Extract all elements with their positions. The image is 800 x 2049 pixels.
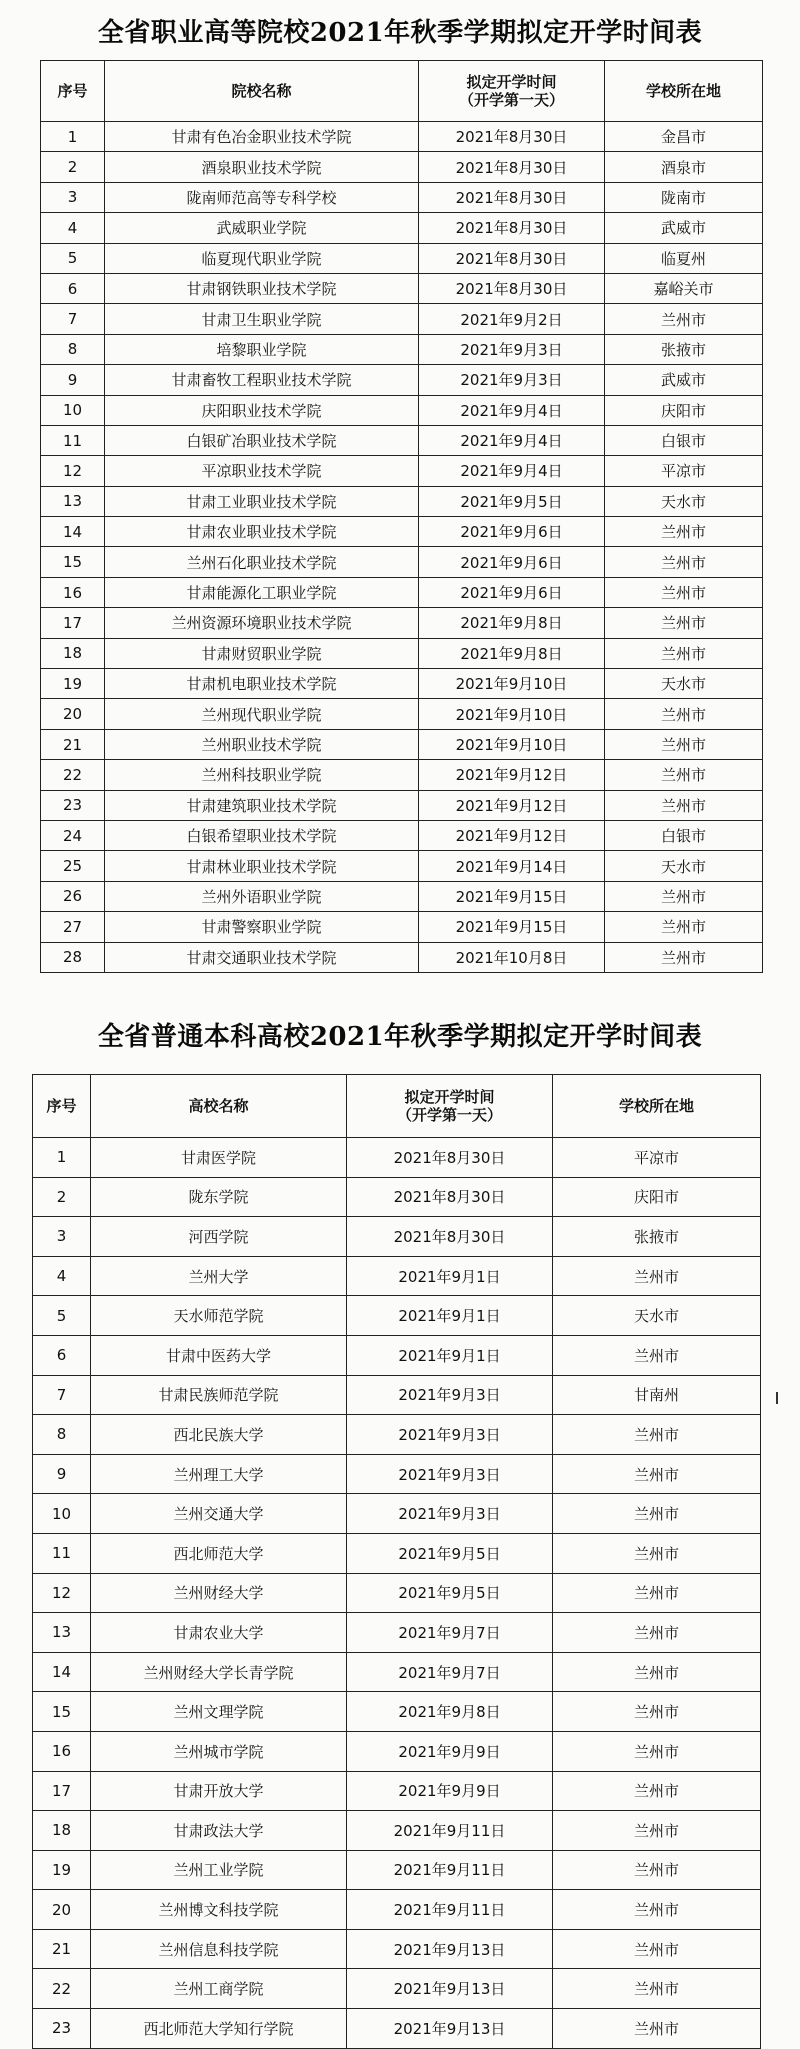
cell-school-name: 兰州交通大学: [91, 1494, 347, 1534]
cell-city: 兰州市: [553, 1494, 761, 1534]
cell-no: 19: [33, 1850, 91, 1890]
table-row: [33, 1256, 761, 1296]
cell-city: 兰州市: [605, 760, 763, 790]
table-header-row: [33, 1075, 761, 1138]
header-no: 序号: [41, 61, 105, 122]
table-row: [41, 699, 763, 729]
table-row: [33, 1217, 761, 1257]
table-row: [41, 577, 763, 607]
cell-no: 15: [41, 547, 105, 577]
cell-start-date: 2021年8月30日: [347, 1217, 553, 1257]
cell-city: 天水市: [553, 1296, 761, 1336]
cell-school-name: 甘肃政法大学: [91, 1811, 347, 1851]
cell-city: 天水市: [605, 486, 763, 516]
header-date: [419, 61, 605, 122]
cell-start-date: 2021年9月1日: [347, 1256, 553, 1296]
cell-start-date: 2021年9月13日: [347, 1929, 553, 1969]
cell-city: 兰州市: [553, 1573, 761, 1613]
table-row: [33, 1296, 761, 1336]
cell-no: 8: [41, 334, 105, 364]
cell-no: 7: [41, 304, 105, 334]
cell-no: 16: [41, 577, 105, 607]
cell-no: 13: [41, 486, 105, 516]
cell-start-date: 2021年9月7日: [347, 1613, 553, 1653]
cell-city: 庆阳市: [553, 1177, 761, 1217]
cell-city: 兰州市: [553, 1890, 761, 1930]
table-row: [33, 1613, 761, 1653]
cell-city: 张掖市: [605, 334, 763, 364]
cell-no: 10: [41, 395, 105, 425]
cell-no: 26: [41, 881, 105, 911]
cell-city: 武威市: [605, 365, 763, 395]
cell-no: 23: [41, 790, 105, 820]
header-name: 院校名称: [105, 61, 419, 122]
cell-school-name: 甘肃民族师范学院: [91, 1375, 347, 1415]
cell-city: 酒泉市: [605, 152, 763, 182]
cell-no: 11: [33, 1533, 91, 1573]
cell-no: 17: [33, 1771, 91, 1811]
cell-no: 2: [41, 152, 105, 182]
table-row: [41, 243, 763, 273]
header-date-line2: （开学第一天）: [396, 1106, 502, 1124]
cell-city: 陇南市: [605, 182, 763, 212]
cell-start-date: 2021年9月3日: [347, 1415, 553, 1455]
cell-no: 2: [33, 1177, 91, 1217]
vocational-table-body: [41, 122, 763, 973]
cell-city: 金昌市: [605, 122, 763, 152]
cell-city: 嘉峪关市: [605, 273, 763, 303]
cell-city: 庆阳市: [605, 395, 763, 425]
table-row: [33, 1494, 761, 1534]
cell-start-date: 2021年9月13日: [347, 2009, 553, 2049]
table-row: [41, 638, 763, 668]
cell-city: 兰州市: [605, 638, 763, 668]
cell-city: 兰州市: [553, 1533, 761, 1573]
cell-start-date: 2021年9月13日: [347, 1969, 553, 2009]
cell-school-name: 兰州信息科技学院: [91, 1929, 347, 1969]
cell-school-name: 西北民族大学: [91, 1415, 347, 1455]
cell-no: 19: [41, 669, 105, 699]
table-row: [41, 942, 763, 972]
cell-start-date: 2021年9月9日: [347, 1731, 553, 1771]
cell-school-name: 培黎职业学院: [105, 334, 419, 364]
cell-school-name: 兰州外语职业学院: [105, 881, 419, 911]
table-row: [41, 395, 763, 425]
header-date-line1: 拟定开学时间: [404, 1088, 495, 1106]
cell-start-date: 2021年9月6日: [419, 517, 605, 547]
cell-school-name: 甘肃林业职业技术学院: [105, 851, 419, 881]
table-row: [41, 152, 763, 182]
cell-city: 兰州市: [553, 1415, 761, 1455]
table-row: [41, 881, 763, 911]
cell-no: 4: [41, 213, 105, 243]
cell-start-date: 2021年9月7日: [347, 1652, 553, 1692]
cell-school-name: 天水师范学院: [91, 1296, 347, 1336]
cell-city: 兰州市: [605, 881, 763, 911]
table-row: [33, 1771, 761, 1811]
cell-start-date: 2021年8月30日: [419, 182, 605, 212]
cell-school-name: 甘肃畜牧工程职业技术学院: [105, 365, 419, 395]
cell-school-name: 平凉职业技术学院: [105, 456, 419, 486]
cell-school-name: 河西学院: [91, 1217, 347, 1257]
header-name: 高校名称: [91, 1075, 347, 1138]
cell-school-name: 兰州工业学院: [91, 1850, 347, 1890]
table-row: [33, 1335, 761, 1375]
cell-city: 兰州市: [553, 1929, 761, 1969]
cell-school-name: 西北师范大学: [91, 1533, 347, 1573]
header-date-line1: 拟定开学时间: [466, 73, 557, 91]
cell-no: 17: [41, 608, 105, 638]
table-row: [33, 1454, 761, 1494]
undergraduate-schedule-table: [32, 1074, 761, 2049]
cell-city: 白银市: [605, 820, 763, 850]
cell-school-name: 甘肃有色冶金职业技术学院: [105, 122, 419, 152]
cell-city: 兰州市: [553, 1335, 761, 1375]
scan-artifact-mark: [776, 1392, 778, 1404]
cell-no: 14: [41, 517, 105, 547]
cell-city: 甘南州: [553, 1375, 761, 1415]
cell-start-date: 2021年8月30日: [419, 152, 605, 182]
cell-start-date: 2021年9月8日: [419, 638, 605, 668]
cell-city: 兰州市: [605, 699, 763, 729]
cell-start-date: 2021年9月4日: [419, 425, 605, 455]
cell-no: 6: [41, 273, 105, 303]
cell-start-date: 2021年9月10日: [419, 699, 605, 729]
cell-school-name: 甘肃农业大学: [91, 1613, 347, 1653]
cell-city: 兰州市: [605, 517, 763, 547]
cell-no: 4: [33, 1256, 91, 1296]
cell-school-name: 甘肃农业职业技术学院: [105, 517, 419, 547]
header-city: 学校所在地: [605, 61, 763, 122]
cell-school-name: 兰州理工大学: [91, 1454, 347, 1494]
cell-start-date: 2021年8月30日: [419, 122, 605, 152]
cell-start-date: 2021年9月8日: [347, 1692, 553, 1732]
cell-start-date: 2021年9月3日: [347, 1375, 553, 1415]
cell-city: 武威市: [605, 213, 763, 243]
cell-no: 20: [33, 1890, 91, 1930]
cell-school-name: 兰州职业技术学院: [105, 729, 419, 759]
cell-city: 兰州市: [553, 1731, 761, 1771]
table-row: [41, 760, 763, 790]
cell-start-date: 2021年8月30日: [347, 1177, 553, 1217]
table-row: [33, 1890, 761, 1930]
cell-city: 兰州市: [553, 2009, 761, 2049]
cell-no: 20: [41, 699, 105, 729]
cell-school-name: 甘肃卫生职业学院: [105, 304, 419, 334]
cell-school-name: 武威职业学院: [105, 213, 419, 243]
cell-no: 27: [41, 912, 105, 942]
cell-city: 兰州市: [553, 1692, 761, 1732]
cell-start-date: 2021年9月10日: [419, 669, 605, 699]
table-row: [41, 122, 763, 152]
table-row: [33, 1533, 761, 1573]
cell-start-date: 2021年9月2日: [419, 304, 605, 334]
cell-start-date: 2021年9月3日: [347, 1494, 553, 1534]
cell-no: 23: [33, 2009, 91, 2049]
cell-no: 12: [33, 1573, 91, 1613]
cell-city: 天水市: [605, 669, 763, 699]
cell-no: 1: [33, 1138, 91, 1178]
cell-city: 平凉市: [605, 456, 763, 486]
cell-school-name: 兰州财经大学长青学院: [91, 1652, 347, 1692]
vocational-table-title: 全省职业高等院校2021年秋季学期拟定开学时间表: [97, 18, 703, 48]
cell-no: 8: [33, 1415, 91, 1455]
cell-school-name: 兰州城市学院: [91, 1731, 347, 1771]
cell-no: 7: [33, 1375, 91, 1415]
cell-school-name: 甘肃能源化工职业学院: [105, 577, 419, 607]
cell-city: 平凉市: [553, 1138, 761, 1178]
cell-city: 兰州市: [605, 547, 763, 577]
cell-school-name: 酒泉职业技术学院: [105, 152, 419, 182]
cell-start-date: 2021年9月5日: [419, 486, 605, 516]
table-row: [33, 1415, 761, 1455]
cell-school-name: 甘肃警察职业学院: [105, 912, 419, 942]
cell-start-date: 2021年9月11日: [347, 1811, 553, 1851]
cell-start-date: 2021年9月6日: [419, 577, 605, 607]
cell-school-name: 甘肃中医药大学: [91, 1335, 347, 1375]
cell-city: 兰州市: [553, 1454, 761, 1494]
cell-city: 兰州市: [605, 577, 763, 607]
cell-school-name: 兰州文理学院: [91, 1692, 347, 1732]
table-row: [33, 1811, 761, 1851]
table-row: [41, 608, 763, 638]
cell-start-date: 2021年9月3日: [347, 1454, 553, 1494]
cell-city: 兰州市: [553, 1811, 761, 1851]
cell-no: 10: [33, 1494, 91, 1534]
cell-city: 兰州市: [605, 942, 763, 972]
table-row: [41, 334, 763, 364]
cell-city: 兰州市: [605, 729, 763, 759]
table-row: [41, 182, 763, 212]
cell-school-name: 庆阳职业技术学院: [105, 395, 419, 425]
cell-start-date: 2021年9月5日: [347, 1533, 553, 1573]
cell-city: 兰州市: [553, 1652, 761, 1692]
cell-city: 兰州市: [553, 1613, 761, 1653]
cell-school-name: 甘肃开放大学: [91, 1771, 347, 1811]
cell-start-date: 2021年9月11日: [347, 1890, 553, 1930]
cell-no: 14: [33, 1652, 91, 1692]
cell-city: 兰州市: [553, 1256, 761, 1296]
table-row: [41, 213, 763, 243]
cell-no: 9: [33, 1454, 91, 1494]
table-header-row: [41, 61, 763, 122]
cell-start-date: 2021年9月5日: [347, 1573, 553, 1613]
table-row: [33, 1573, 761, 1613]
undergraduate-table-body: [33, 1138, 761, 2049]
cell-no: 5: [33, 1296, 91, 1336]
cell-city: 兰州市: [605, 608, 763, 638]
cell-school-name: 甘肃工业职业技术学院: [105, 486, 419, 516]
table-row: [41, 425, 763, 455]
cell-city: 兰州市: [605, 790, 763, 820]
cell-no: 12: [41, 456, 105, 486]
cell-no: 25: [41, 851, 105, 881]
cell-start-date: 2021年9月1日: [347, 1296, 553, 1336]
cell-no: 21: [41, 729, 105, 759]
table-row: [41, 851, 763, 881]
cell-start-date: 2021年9月9日: [347, 1771, 553, 1811]
cell-no: 18: [41, 638, 105, 668]
cell-start-date: 2021年9月4日: [419, 456, 605, 486]
cell-start-date: 2021年9月3日: [419, 365, 605, 395]
cell-start-date: 2021年8月30日: [419, 243, 605, 273]
table-row: [33, 1731, 761, 1771]
table-row: [41, 820, 763, 850]
cell-school-name: 陇南师范高等专科学校: [105, 182, 419, 212]
cell-school-name: 兰州石化职业技术学院: [105, 547, 419, 577]
cell-school-name: 白银矿冶职业技术学院: [105, 425, 419, 455]
table-row: [33, 1138, 761, 1178]
cell-start-date: 2021年10月8日: [419, 942, 605, 972]
cell-school-name: 甘肃钢铁职业技术学院: [105, 273, 419, 303]
cell-start-date: 2021年9月11日: [347, 1850, 553, 1890]
cell-no: 24: [41, 820, 105, 850]
cell-city: 兰州市: [553, 1850, 761, 1890]
cell-start-date: 2021年8月30日: [419, 213, 605, 243]
cell-school-name: 西北师范大学知行学院: [91, 2009, 347, 2049]
table-row: [41, 729, 763, 759]
cell-school-name: 兰州科技职业学院: [105, 760, 419, 790]
cell-start-date: 2021年9月12日: [419, 760, 605, 790]
table-row: [41, 790, 763, 820]
table-row: [33, 1969, 761, 2009]
cell-city: 兰州市: [553, 1771, 761, 1811]
cell-no: 28: [41, 942, 105, 972]
table-row: [41, 486, 763, 516]
table-row: [33, 1652, 761, 1692]
table-row: [41, 456, 763, 486]
cell-city: 天水市: [605, 851, 763, 881]
cell-start-date: 2021年9月14日: [419, 851, 605, 881]
cell-start-date: 2021年9月6日: [419, 547, 605, 577]
cell-start-date: 2021年9月15日: [419, 912, 605, 942]
table-row: [41, 304, 763, 334]
cell-start-date: 2021年8月30日: [419, 273, 605, 303]
table-row: [33, 1850, 761, 1890]
cell-start-date: 2021年8月30日: [347, 1138, 553, 1178]
table-row: [41, 273, 763, 303]
vocational-schedule-table: [40, 60, 763, 973]
cell-start-date: 2021年9月15日: [419, 881, 605, 911]
cell-school-name: 陇东学院: [91, 1177, 347, 1217]
cell-school-name: 临夏现代职业学院: [105, 243, 419, 273]
table-row: [33, 1692, 761, 1732]
header-city: 学校所在地: [553, 1075, 761, 1138]
cell-no: 6: [33, 1335, 91, 1375]
cell-school-name: 兰州现代职业学院: [105, 699, 419, 729]
cell-school-name: 甘肃医学院: [91, 1138, 347, 1178]
cell-school-name: 兰州工商学院: [91, 1969, 347, 2009]
cell-no: 3: [33, 1217, 91, 1257]
cell-no: 22: [33, 1969, 91, 2009]
table-row: [41, 912, 763, 942]
table-row: [33, 1929, 761, 1969]
cell-school-name: 白银希望职业技术学院: [105, 820, 419, 850]
cell-no: 18: [33, 1811, 91, 1851]
cell-school-name: 甘肃建筑职业技术学院: [105, 790, 419, 820]
header-no: 序号: [33, 1075, 91, 1138]
cell-school-name: 甘肃财贸职业学院: [105, 638, 419, 668]
cell-no: 21: [33, 1929, 91, 1969]
cell-school-name: 兰州博文科技学院: [91, 1890, 347, 1930]
cell-city: 兰州市: [553, 1969, 761, 2009]
cell-no: 3: [41, 182, 105, 212]
cell-start-date: 2021年9月3日: [419, 334, 605, 364]
cell-school-name: 甘肃交通职业技术学院: [105, 942, 419, 972]
cell-start-date: 2021年9月12日: [419, 820, 605, 850]
cell-school-name: 兰州财经大学: [91, 1573, 347, 1613]
cell-start-date: 2021年9月1日: [347, 1335, 553, 1375]
cell-no: 1: [41, 122, 105, 152]
cell-no: 9: [41, 365, 105, 395]
table-row: [33, 2009, 761, 2049]
cell-start-date: 2021年9月12日: [419, 790, 605, 820]
cell-city: 张掖市: [553, 1217, 761, 1257]
cell-city: 兰州市: [605, 304, 763, 334]
cell-no: 11: [41, 425, 105, 455]
cell-no: 15: [33, 1692, 91, 1732]
cell-city: 白银市: [605, 425, 763, 455]
undergraduate-table-title: 全省普通本科高校2021年秋季学期拟定开学时间表: [97, 1022, 703, 1052]
cell-school-name: 兰州大学: [91, 1256, 347, 1296]
cell-no: 22: [41, 760, 105, 790]
cell-start-date: 2021年9月4日: [419, 395, 605, 425]
table-row: [33, 1375, 761, 1415]
header-date: [347, 1075, 553, 1138]
cell-no: 13: [33, 1613, 91, 1653]
cell-city: 临夏州: [605, 243, 763, 273]
cell-school-name: 甘肃机电职业技术学院: [105, 669, 419, 699]
cell-city: 兰州市: [605, 912, 763, 942]
header-date-line2: （开学第一天）: [458, 91, 564, 109]
table-row: [41, 365, 763, 395]
cell-no: 16: [33, 1731, 91, 1771]
table-row: [41, 547, 763, 577]
table-row: [41, 669, 763, 699]
table-row: [33, 1177, 761, 1217]
cell-start-date: 2021年9月8日: [419, 608, 605, 638]
cell-school-name: 兰州资源环境职业技术学院: [105, 608, 419, 638]
table-row: [41, 517, 763, 547]
cell-no: 5: [41, 243, 105, 273]
cell-start-date: 2021年9月10日: [419, 729, 605, 759]
